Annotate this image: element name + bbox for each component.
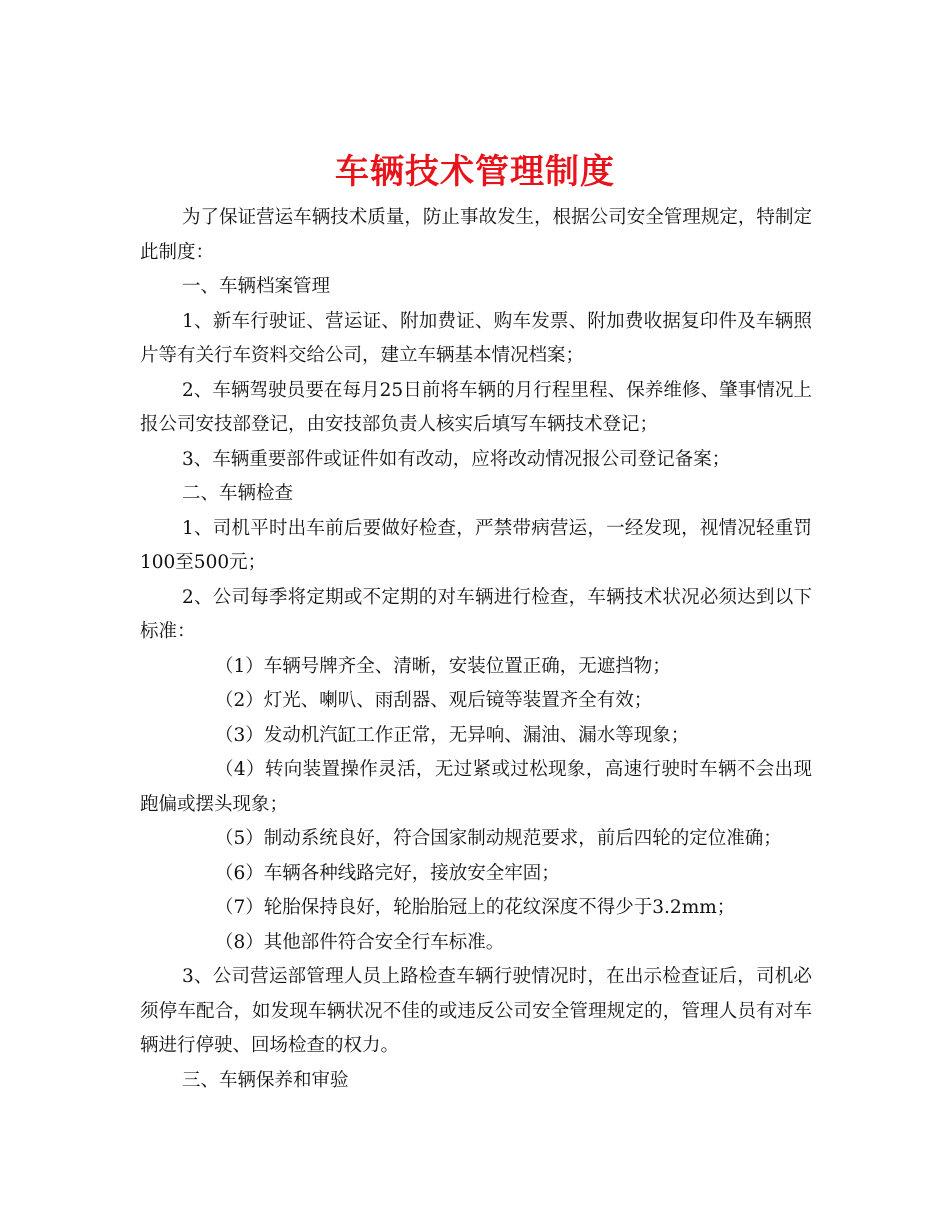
standard-item: （7）轮胎保持良好，轮胎胎冠上的花纹深度不得少于3.2mm； bbox=[215, 897, 736, 918]
standard-item: （6）车辆各种线路完好，接放安全牢固； bbox=[215, 862, 560, 884]
standard-item: （5）制动系统良好，符合国家制动规范要求，前后四轮的定位准确； bbox=[215, 828, 782, 849]
paragraph: 3、公司营运部管理人员上路检查车辆行驶情况时，在出示检查证后，司机必须停车配合，如发现车辆状况不佳的或违反公司安全管理规定的，管理人员有对车辆进行停驶、回场检查的权力。 bbox=[140, 966, 812, 1056]
standard-item: （8）其他部件符合安全行车标准。 bbox=[215, 931, 505, 953]
document-body bbox=[140, 201, 812, 1098]
standard-item: （2）灯光、喇叭、雨刮器、观后镜等装置齐全有效； bbox=[215, 690, 653, 711]
standard-item: （3）发动机汽缸工作正常，无异响、漏油、漏水等现象； bbox=[215, 724, 690, 746]
document-title: 车辆技术管理制度 bbox=[335, 151, 615, 192]
section-heading: 二、车辆检查 bbox=[182, 483, 294, 504]
paragraph: 1、司机平时出车前后要做好检查，严禁带病营运，一经发现，视情况轻重罚100至500元； bbox=[140, 517, 812, 573]
paragraph: 3、车辆重要部件或证件如有改动，应将改动情况报公司登记备案； bbox=[182, 448, 731, 470]
paragraph: 2、公司每季将定期或不定期的对车辆进行检查，车辆技术状况必须达到以下标准： bbox=[140, 586, 812, 642]
standard-item: （4）转向装置操作灵活，无过紧或过松现象，高速行驶时车辆不会出现跑偏或摆头现象； bbox=[140, 759, 812, 815]
paragraph: 2、车辆驾驶员要在每月25日前将车辆的月行程里程、保养维修、肇事情况上报公司安技部登记，由安技部负责人核实后填写车辆技术登记； bbox=[140, 379, 812, 435]
paragraph: 为了保证营运车辆技术质量，防止事故发生，根据公司安全管理规定，特制定此制度： bbox=[140, 207, 812, 263]
paragraph: 1、新车行驶证、营运证、附加费证、购车发票、附加费收据复印件及车辆照片等有关行车资料交给公司，建立车辆基本情况档案； bbox=[140, 310, 812, 366]
section-heading: 一、车辆档案管理 bbox=[182, 276, 331, 297]
standard-item: （1）车辆号牌齐全、清晰，安装位置正确，无遮挡物； bbox=[215, 655, 671, 677]
section-heading: 三、车辆保养和审验 bbox=[182, 1069, 349, 1091]
